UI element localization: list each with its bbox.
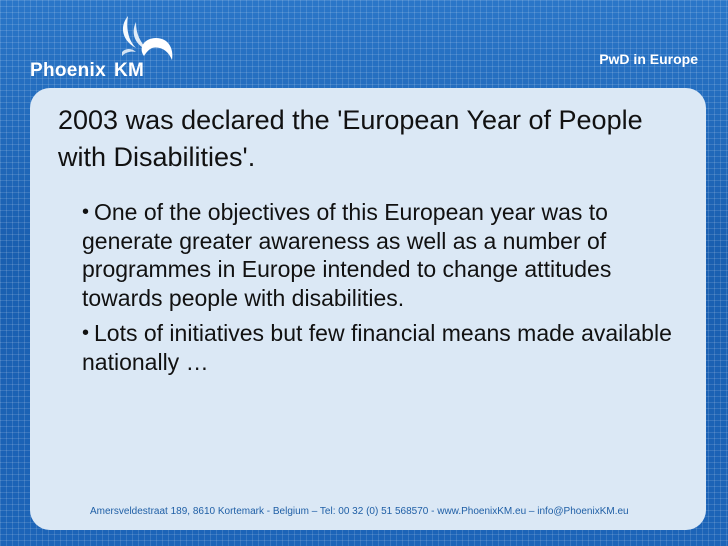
bullet-icon: •	[82, 201, 90, 223]
content-panel	[30, 88, 706, 530]
bullet-text: Lots of initiatives but few financial means made available nationally …	[82, 320, 672, 375]
phoenix-km-logo	[30, 12, 190, 84]
bullet-list	[82, 198, 682, 383]
logo-wordmark	[30, 60, 144, 82]
section-tag: PwD in Europe	[599, 51, 698, 67]
bullet-item	[82, 198, 682, 312]
footer-contact: Amersveldestraat 189, 8610 Kortemark - Belgium – Tel: 00 32 (0) 51 568570 - www.PhoenixKM.eu – info@PhoenixKM.eu	[90, 506, 629, 517]
slide-title: 2003 was declared the 'European Year of People with Disabilities'.	[58, 105, 643, 172]
bullet-item	[82, 319, 682, 376]
logo-brand: Phoenix	[30, 60, 107, 81]
bullet-icon: •	[82, 322, 90, 344]
bullet-text: One of the objectives of this European year was to generate greater awareness as well as a number of programmes in Europe intended to change attitudes towards people with disabilities.	[82, 199, 612, 311]
logo-suffix: KM	[114, 60, 145, 81]
